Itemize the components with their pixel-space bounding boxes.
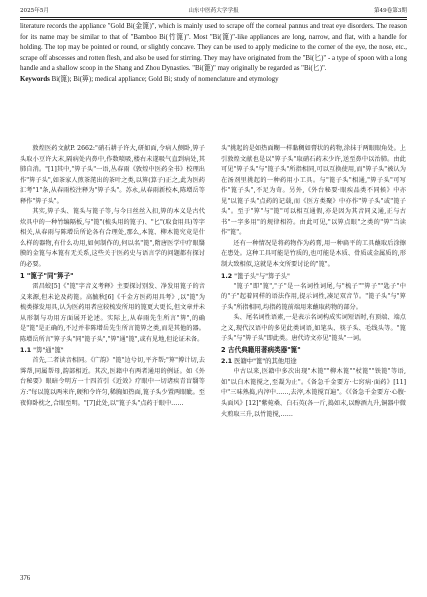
paragraph: 敦煌医药文献P. 2662:"硝石耕子许大,研如面,令病人侧卧,箅子头取小豆许大末,隔病处内鼻中,作数喷吸,楼右未遂吸气直到病处,其肺自消。"[1]其中,"箅子头"一语,丛春雨《敦煌中医药全书》校理出作"箅子头",如茶家人煎茶滗出的茶叶之类,以箅(算子)正之,此为医药汇考"1"条,从春雨校注释为"箅子头"。苏永,从春雨新校本,陈增岳等释作"箅子头"。 (20, 145, 205, 205)
subsection-number: 2.1 (221, 358, 233, 366)
keywords-text: Bi(篦); Bi(箅); medical appliance; Gold Bi; study of nomenclature and etymology (51, 75, 279, 83)
subsection-heading (20, 345, 205, 356)
subsection-heading (221, 356, 406, 367)
paragraph: 中古以来,医籍中多次出现"木篦""柳木篦""杖篦""铁篦"等语,如"以白木篦搅之,至凝为止"。《备急千金要方·七窍病·面药》[11]中"三味熟捣,内滓中……,去滓,木篦搅百遍"。《《备急千金要方·心腹·头面风》[12]"紫菀桑、白石英(各一斤,捣如末,以醇酒九升,铜器中微火煎取三升,以竹篦搅,…… (221, 368, 406, 418)
abstract-text: literature records the appliance "Gold Bi(金篦)", which is mainly used to scrape off the corneal pannus and treat eye disorders. The reason for its name may be similar to that of "Bamboo Bi(竹篦)". Most "Bi(篦)"-like appliances are long, narrow, and flat, with a handle for holding. The top may be pointed or round, or slightly concave. They can be used to apply medicine to the corner of the eye, the nose, etc., scrape off abscesses and rotten flesh, and also be used for stirring. They may have originated from the "Bi(匕)" - a type of spoon with a long handle and a shallow scoop in the Shang and Zhou Dynasties. "Bi(篦)" may originally be regarded as "Bi(匕)". (20, 23, 407, 73)
paragraph: 头、尾名词性语素,一是表示名词构成实词短语时,有顶端、端点之义,现代汉语中的多见此类词语,如笔头、筷子头、毛线头等。"篦子头"与"箅子头"即此类。唐代诗文亦见"篦头"一词。 (221, 314, 406, 343)
paragraph: 首先,二者读音相同。《广韵》"篦"边兮切,平齐帮;"箅"博计切,去霁帮,同属帮母,韵部相近。其次,医籍中有两者通用的例证。如《外台秘要》眼暗令明方一十四首引《近效》疗眼中一切诸疾青盲翳等方:"每以篦以两米许,硬和令许匀,稀胸如热面,篦子头少置两眼眦。至夜仰卧枕之,合眼至明。"[7]此处,以"篦子头"点药于眼中…… (20, 357, 205, 407)
paragraph: "篦子"即"篦","子"是一名词性词尾,与"梳子""箅子""匙子"中的"子"起着同样的语法作用,提示词性,凑足双音节。"篦子头"与"箅子头"所指相同,均指药篦前端用来蘸取药物的部分。 (221, 282, 406, 311)
english-abstract (20, 22, 407, 86)
left-column (20, 144, 205, 409)
subsection-number: 1.2 (221, 272, 233, 280)
header-date: 2025年5月 (20, 8, 49, 14)
paragraph: 头"挑起的是如热面糊一样黏稠如膏状的药物,涂抹于两眼眼角处。上引敦煌文献也是以"箅子头"取硝石药末少许,送至鼻中以治肺。由此可见"箅子头"与"篦子头"所指相同,可以互换使用,而"箅子头"被认为在汤剂里挑起的一种药用小工具。与"篦子头"相通,"箅子头"可写作"篦子头",不足为奇。另外,《外台秘要·眼疾品类不同候》中亦见"以篦子头"点药的记载,而《医方类聚》中亦作"箅子头"或"篦子头"。至于"箅"与"篦"可以相互通假,亦是因为其音同义通,正与古书"一字多用"的规律相符。由此可见,"以箅点眼"之类的"箅"当读作"篦"。 (221, 145, 406, 237)
right-column (221, 144, 406, 420)
subsection-title: "箅"通"篦" (33, 347, 64, 355)
subsection-number: 1.1 (20, 347, 32, 355)
header-rule-thin (20, 19, 407, 20)
section-heading: 2 古代典籍用著病类器"篦" (221, 345, 301, 354)
header-rule (20, 17, 407, 18)
paragraph: 还有一种情况是将药物作为药膏,用一种扁平的工具蘸取后涂擦在患处。这种工具可能是竹质的,也可能是木质、骨质或金属质的,形制大致相似,这就是本文所要讨论的"篦"。 (221, 239, 406, 269)
page-number: 376 (20, 575, 31, 582)
header-journal: 山东中医药大学学报 (188, 8, 239, 14)
section-heading: 1 "篦子"同"箅子" (20, 271, 74, 280)
paragraph: 其实,箅子头、篦头与篦子等,与今日丝丝入扣,箅的本义是古代炊具中的一种竹编隔板,与"篦"(梳头用的篦子)、"匕"(取食用具)等字相关,从春雨与陈增岳所论各有合理处,那么,本篦、柳木篦究竟是什么样的器物,有什么功用,如何制作的,何以名"篦",隋唐医学中疗眼翳膜的金篦与本篦有无关系,这些关于医药史与语言学的问题都有探讨的必要。 (20, 208, 205, 269)
paragraph: 雷昌蛟[5]《"篦"字音义考释》主要探讨别发、净发用篦子的音义来源,但未论及药篦。高毓秋[6]《千金方医药用具考》,以"篦"为梳类搽发用具,认为医药用者应较梳发所用的篦更大更长,但文章并未从形制与功用方面展开论述。实际上,从春雨先生所言"箅",的确是"篦"是正确的,不过并非陈增岳先生所言篦箅之类,而是其他的器。陈增岳所言"箅子头"同"篦子头","箅"通"篦",或有见地,但论证未备。 (20, 283, 205, 343)
subsection-title: "篦子头"与"箅子头" (234, 272, 290, 280)
header-volume: 第49卷第3期 (373, 8, 407, 14)
subsection-heading (221, 271, 406, 282)
keywords-label: Keywords (20, 75, 50, 83)
running-header (20, 6, 407, 16)
subsection-title: 医籍中"篦"的其他用途 (234, 358, 297, 366)
